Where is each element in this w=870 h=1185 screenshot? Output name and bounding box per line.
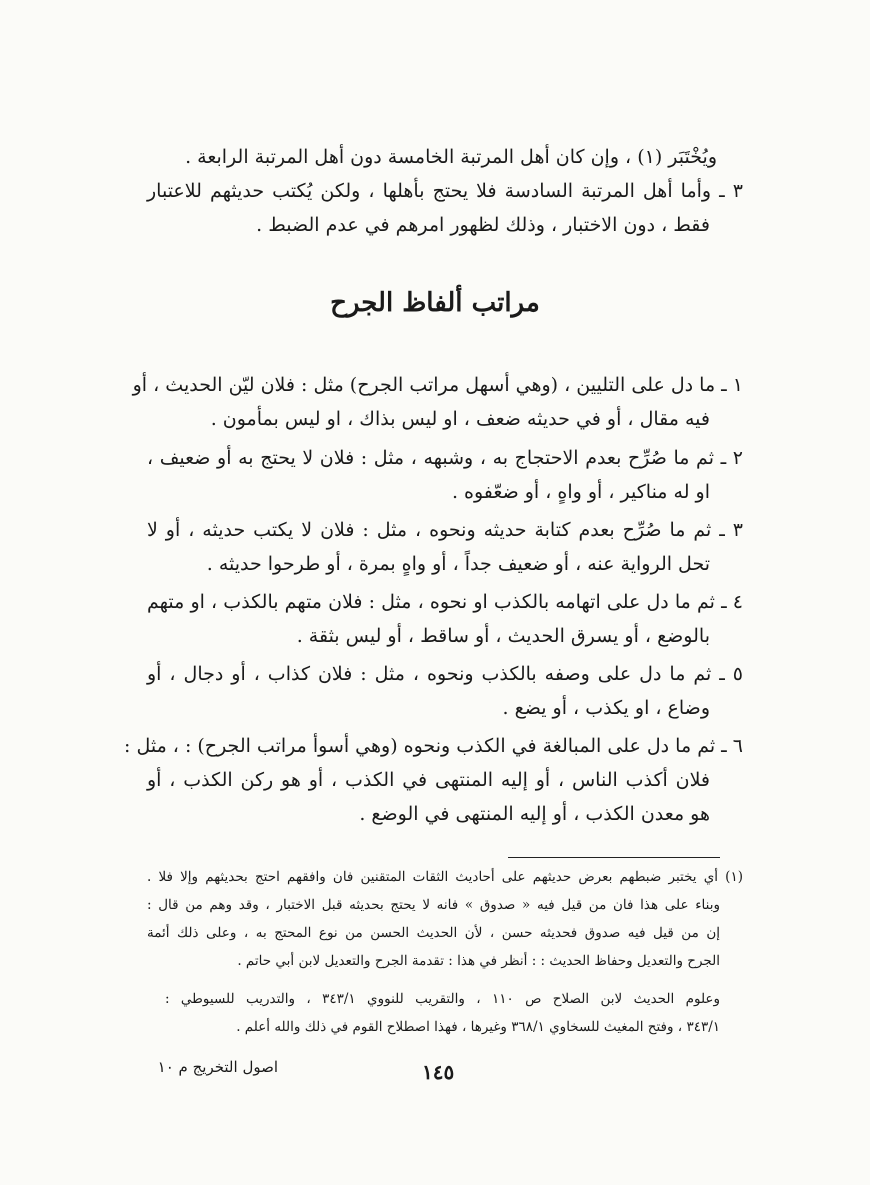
- item-3-line-1: ٣ ـ ثم ما صُرِّح بعدم كتابة حديثه ونحوه ، مثل : فلان لا يكتب حديثه ، أو لا: [147, 519, 743, 541]
- item-5-line-2: وضاع ، او يكذب ، أو يضع .: [502, 697, 710, 719]
- page-number: ١٤٥: [422, 1060, 455, 1084]
- footnote-line-2: وبناء على هذا فان من قيل فيه « صدوق » فانه لا يحتج بحديثه قبل الاختبار ، وقد وهم من قال :: [147, 897, 720, 913]
- footnote-line-4: الجرح والتعديل وحفاظ الحديث : : أنظر في هذا : تقدمة الجرح والتعديل لابن أبي حاتم .: [237, 953, 720, 969]
- footnote-separator: [508, 857, 720, 858]
- item-6-line-1: ٦ ـ ثم ما دل على المبالغة في الكذب ونحوه (وهي أسوأ مراتب الجرح) : ، مثل :: [124, 735, 743, 757]
- item-1-line-2: فيه مقال ، أو في حديثه ضعف ، او ليس بذاك ، او ليس بمأمون .: [210, 408, 710, 430]
- item-6-line-2: فلان أكذب الناس ، أو إليه المنتهى في الكذب ، أو هو ركن الكذب ، أو: [147, 769, 710, 791]
- footnote-line-5: وعلوم الحديث لابن الصلاح ص ١١٠ ، والتقريب للنووي ٣٤٣/١ ، والتدريب للسيوطي :: [165, 991, 720, 1007]
- item-2-line-1: ٢ ـ ثم ما صُرِّح بعدم الاحتجاج به ، وشبهه ، مثل : فلان لا يحتج به أو ضعيف ،: [147, 447, 743, 469]
- item-5-line-1: ٥ ـ ثم ما دل على وصفه بالكذب ونحوه ، مثل : فلان كذاب ، أو دجال ، أو: [147, 663, 743, 685]
- footnote-line-3: إن من قيل فيه صدوق فحديثه حسن ، لأن الحديث الحسن من نوع المحتج به ، وعلى ذلك أئمة: [147, 925, 720, 941]
- section-title: مراتب ألفاظ الجرح: [330, 288, 540, 318]
- item-3-line-2: تحل الرواية عنه ، أو ضعيف جداً ، أو واهٍ بمرة ، أو طرحوا حديثه .: [206, 553, 710, 575]
- footnote-line-6: ٣٤٣/١ ، وفتح المغيث للسخاوي ٣٦٨/١ وغيرها ، فهذا اصطلاح القوم في ذلك والله أعلم .: [236, 1019, 720, 1035]
- item-1-line-1: ١ ـ ما دل على التليين ، (وهي أسهل مراتب الجرح) مثل : فلان ليّن الحديث ، أو: [132, 374, 743, 396]
- book-signature-note: اصول التخريج م ١٠: [157, 1058, 278, 1076]
- item-2-line-2: او له مناكير ، أو واهٍ ، أو ضعّفوه .: [451, 481, 710, 503]
- item-4-line-1: ٤ ـ ثم ما دل على اتهامه بالكذب او نحوه ، مثل : فلان متهم بالكذب ، او متهم: [147, 591, 743, 613]
- intro-line-2: ٣ ـ وأما أهل المرتبة السادسة فلا يحتج بأهلها ، ولكن يُكتب حديثهم للاعتبار: [147, 180, 743, 202]
- item-4-line-2: بالوضع ، أو يسرق الحديث ، أو ساقط ، أو ليس بثقة .: [296, 625, 710, 647]
- footnote-line-1: (١) أي يختبر ضبطهم بعرض حديثهم على أحاديث الثقات المتقنين فان وافقهم احتج بحديثهم وإلا فلا .: [147, 869, 743, 885]
- intro-line-3: فقط ، دون الاختبار ، وذلك لظهور امرهم في عدم الضبط .: [256, 214, 710, 236]
- item-6-line-3: هو معدن الكذب ، أو إليه المنتهى في الوضع .: [359, 803, 710, 825]
- intro-line-1: ويُخْتَبَر (١) ، وإن كان أهل المرتبة الخامسة دون أهل المرتبة الرابعة .: [185, 146, 717, 168]
